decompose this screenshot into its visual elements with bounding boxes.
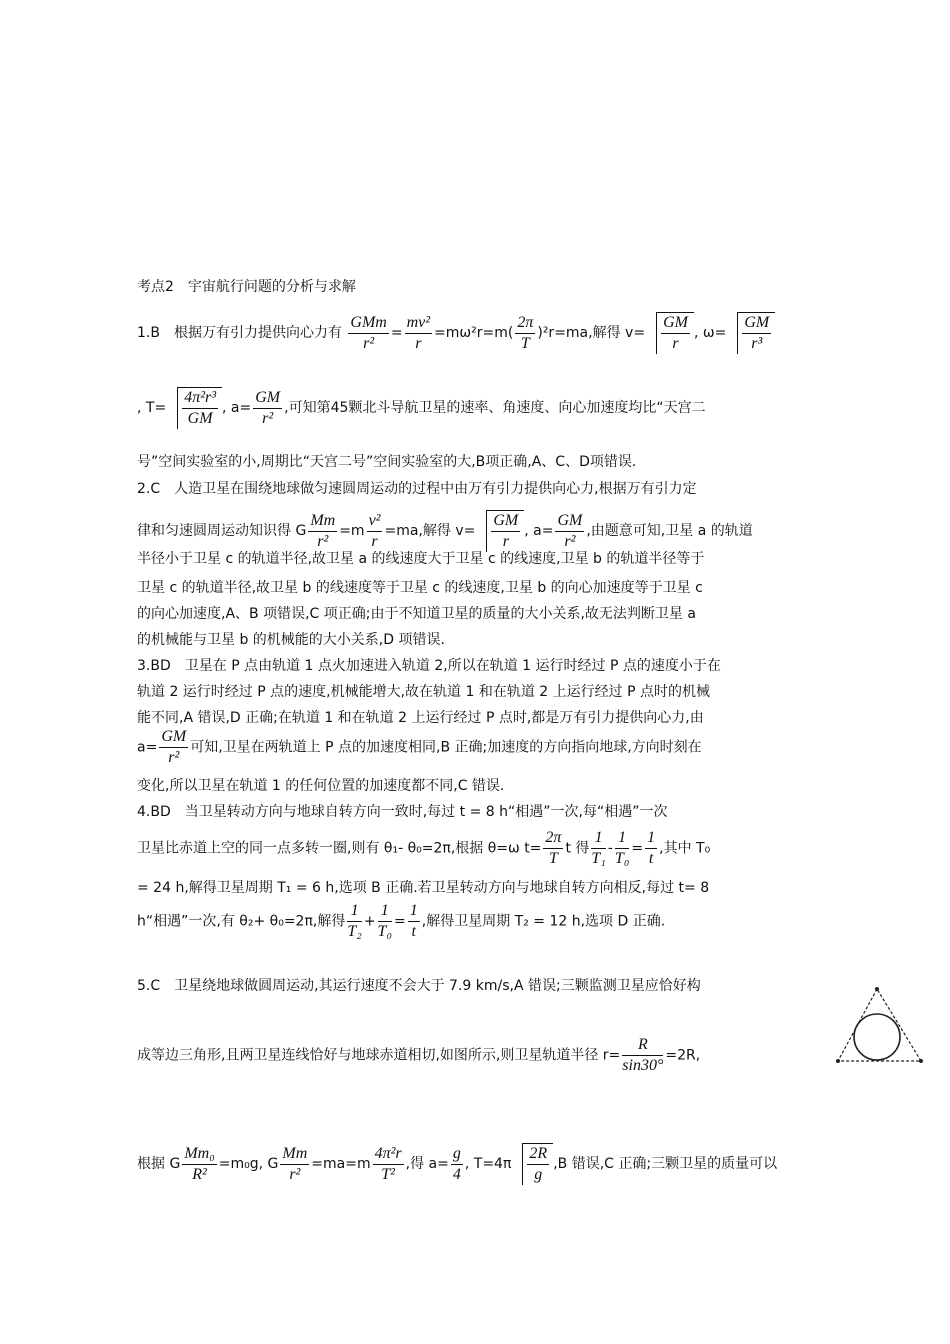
triangle-incircle-figure <box>832 985 932 1065</box>
sqrt-gm-r-2: $\frac{GM}{r}$ <box>475 510 524 552</box>
frac-Mm0-R2: $\frac{\text{Mm₀}}{\text{R²}}$ <box>184 1144 215 1183</box>
frac-Mm-r2-2: $\frac{Mm}{\text{r²}}$ <box>282 1144 308 1183</box>
item5-line3: 根据 G $\frac{\text{Mm₀}}{\text{R²}}$ =m₀g, G $\frac{Mm}{\text{r²}}$ =ma=m $\frac{\text{4π²r}}{\text{T²}}$ ,得 a= $\frac{g}{4}$ , T=4π $\frac{2R}{g}$ ,B 错误,C 正确;三颗卫星的质量可以 <box>137 1144 778 1183</box>
item3-line5: 变化,所以卫星在轨道 1 的任何位置的加速度都不同,C 错误. <box>137 778 505 794</box>
frac-1-T0-2: $\frac{1}{\text{T₀}}$ <box>377 902 393 940</box>
frac-gmm-r2: $\frac{\text{GMm}}{\text{r²}}$ <box>350 313 387 352</box>
item3-line1: 3.BD 卫星在 P 点由轨道 1 点火加速进入轨道 2,所以在轨道 1 运行时经过 P 点的速度小于在 <box>137 658 721 674</box>
frac-1-t: $\frac{1}{t}$ <box>647 829 656 867</box>
sqrt-period: $\frac{\text{4π²r³}}{GM}$ <box>166 387 222 429</box>
satellite-dot-left <box>836 1059 840 1063</box>
item2-line4: 卫星 c 的轨道半径,故卫星 b 的线速度等于卫星 c 的线速度,卫星 b 的向心加速度等于卫星 c <box>137 580 703 596</box>
item3-line3: 能不同,A 错误,D 正确;在轨道 1 和在轨道 2 上运行经过 P 点时,都是万有引力提供向心力,由 <box>137 710 704 726</box>
frac-1-T0: $\frac{1}{\text{T₀}}$ <box>614 829 630 867</box>
sqrt-2R-g: $\frac{2R}{g}$ <box>511 1143 553 1185</box>
item5-line1: 5.C 卫星绕地球做圆周运动,其运行速度不会大于 7.9 km/s,A 错误;三颗监测卫星应恰好构 <box>137 978 701 994</box>
frac-mv2-r: $\frac{\text{mv²}}{r}$ <box>406 313 431 352</box>
sqrt-gm-r: $\frac{GM}{r}$ <box>645 312 694 354</box>
item2-line1: 2.C 人造卫星在围绕地球做匀速圆周运动的过程中由万有引力提供向心力,根据万有引力定 <box>137 481 697 497</box>
satellite-triangle <box>838 989 921 1061</box>
item3-line4: a= $\frac{GM}{\text{r²}}$ 可知,卫星在两轨道上 P 点的加速度相同,B 正确;加速度的方向指向地球,方向时刻在 <box>137 728 702 766</box>
satellite-dot-top <box>875 987 879 991</box>
frac-1-T2: $\frac{1}{\text{T₂}}$ <box>347 902 362 940</box>
sqrt-gm-r3: $\frac{GM}{\text{r³}}$ <box>726 312 775 354</box>
frac-mm-r2: $\frac{Mm}{\text{r²}}$ <box>310 511 336 550</box>
item5-line2: 成等边三角形,且两卫星连线恰好与地球赤道相切,如图所示,则卫星轨道半径 r= $\frac{R}{\sin 30^\circ}$ =2R, <box>137 1036 701 1074</box>
item2-line2: 律和匀速圆周运动知识得 G $\frac{Mm}{\text{r²}}$ =m $\frac{\text{v²}}{r}$ =ma,解得 v= $\frac{GM}{r}$ , a= $\frac{GM}{\text{r²}}$ ,由题意可知,卫星 a 的轨道 <box>137 511 753 550</box>
item1-line1: 1.B 根据万有引力提供向心力有 $\frac{\text{GMm}}{\text{r²}}$ = $\frac{\text{mv²}}{r}$ =mω²r=m( $\frac{2\pi}{T}$ )²r=ma,解得 v= $\frac{GM}{r}$ , ω= $\frac{GM}{\text{r³}}$ <box>137 312 775 354</box>
frac-4pi2r-T2: $\frac{\text{4π²r}}{\text{T²}}$ <box>374 1144 402 1183</box>
earth-circle <box>854 1014 900 1060</box>
item4-line1: 4.BD 当卫星转动方向与地球自转方向一致时,每过 t = 8 h“相遇”一次,每“相遇”一次 <box>137 804 668 820</box>
item4-line4: h“相遇”一次,有 θ₂+ θ₀=2π,解得 $\frac{1}{\text{T₂}}$ + $\frac{1}{\text{T₀}}$ = $\frac{1}{t}$ ,解得卫星周期 T₂ = 12 h,选项 D 正确. <box>137 902 666 940</box>
item1-line3: 号”空间实验室的小,周期比“天宫二号”空间实验室的大,B项正确,A、C、D项错误. <box>137 454 637 470</box>
frac-2pi-T-2: $\frac{2\pi}{T}$ <box>545 829 562 867</box>
item4-line3: = 24 h,解得卫星周期 T₁ = 6 h,选项 B 正确.若卫星转动方向与地球自转方向相反,每过 t= 8 <box>137 880 710 896</box>
section-heading: 考点2 宇宙航行问题的分析与求解 <box>137 279 356 295</box>
frac-1-T1: $\frac{1}{\text{T₁}}$ <box>591 829 606 867</box>
frac-gm-r2: $\frac{GM}{\text{r²}}$ <box>255 388 281 427</box>
satellite-dot-right <box>919 1059 923 1063</box>
item2-line5: 的向心加速度,A、B 项错误,C 项正确;由于不知道卫星的质量的大小关系,故无法判断卫星 a <box>137 606 696 622</box>
frac-1-t-2: $\frac{1}{t}$ <box>409 902 418 940</box>
item3-line2: 轨道 2 运行时经过 P 点的速度,机械能增大,故在轨道 1 和在轨道 2 上运行经过 P 点时的机械 <box>137 684 711 700</box>
frac-v2-r: $\frac{\text{v²}}{r}$ <box>368 511 381 550</box>
item1-line2: , T= $\frac{\text{4π²r³}}{GM}$ , a= $\frac{GM}{\text{r²}}$ ,可知第45颗北斗导航卫星的速率、角速度、向心加速度均比“天宫二 <box>137 388 706 427</box>
item2-line6: 的机械能与卫星 b 的机械能的大小关系,D 项错误. <box>137 632 445 648</box>
frac-gm-r2-2: $\frac{GM}{\text{r²}}$ <box>557 511 583 550</box>
frac-R-sin30: $\frac{R}{\sin 30^\circ}$ <box>622 1036 664 1074</box>
frac-2pi-T: $\frac{2\pi}{T}$ <box>517 313 534 352</box>
frac-gm-r2-3: $\frac{GM}{\text{r²}}$ <box>161 728 187 766</box>
frac-g-4: $\frac{g}{4}$ <box>452 1144 461 1183</box>
item4-line2: 卫星比赤道上空的同一点多转一圈,则有 θ₁- θ₀=2π,根据 θ=ω t= $\frac{2\pi}{T}$ t 得 $\frac{1}{\text{T₁}}$ - $\frac{1}{\text{T₀}}$ = $\frac{1}{t}$ ,其中 T₀ <box>137 829 711 867</box>
item2-line3: 半径小于卫星 c 的轨道半径,故卫星 a 的线速度大于卫星 c 的线速度,卫星 b 的轨道半径等于 <box>137 551 705 567</box>
